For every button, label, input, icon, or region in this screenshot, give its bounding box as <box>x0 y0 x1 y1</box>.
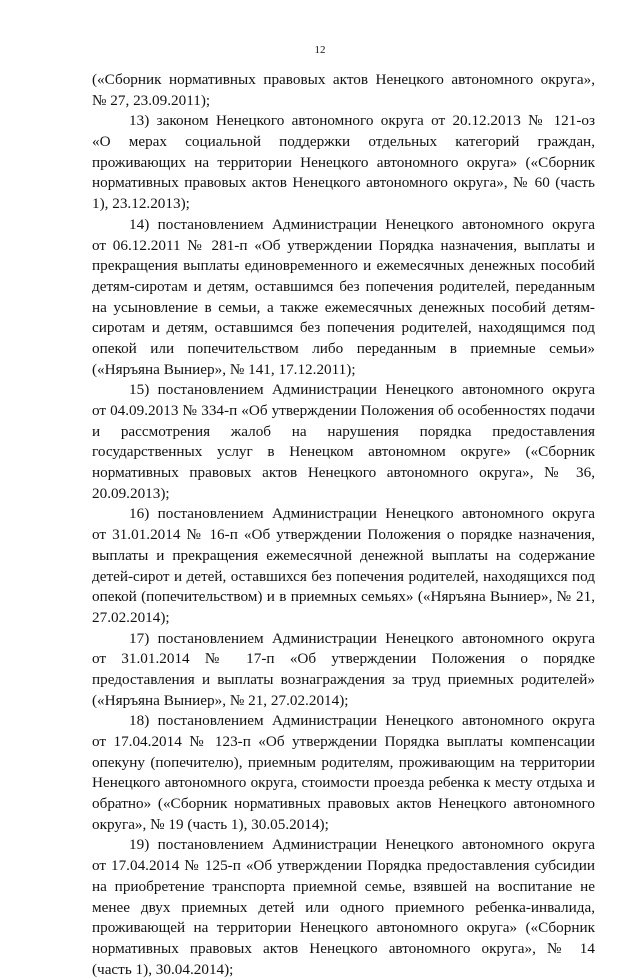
text-line: сиротам и детям, оставшимся без попечения родителей, находящимся под <box>92 319 595 337</box>
paragraph-item-17 <box>92 629 595 712</box>
text-line: («Няръяна Выниер», № 21, 27.02.2014); <box>92 691 349 709</box>
text-line: Ненецкого автономного округа, стоимости проезда ребенка к месту отдыха и <box>92 774 595 792</box>
text-line: детям-сиротам и детям, оставшимся без попечения родителей, переданным <box>92 277 595 295</box>
text-line: от 17.04.2014 № 125-п «Об утверждении Порядка предоставления субсидии <box>92 857 595 875</box>
text-line: от 31.01.2014 № 16-п «Об утверждении Положения о порядке назначения, <box>92 526 595 544</box>
text-line: детей-сирот и детей, оставшихся без попечения родителей, находящихся под <box>92 567 595 585</box>
text-line: нормативных правовых актов Ненецкого автономного округа», № 14 <box>92 939 595 957</box>
text-line: предоставления и выплаты вознаграждения за труд приемных родителей» <box>92 670 595 688</box>
text-line: 19) постановлением Администрации Ненецкого автономного округа <box>129 836 595 854</box>
text-line: 18) постановлением Администрации Ненецкого автономного округа <box>129 712 595 730</box>
text-line: опекой или попечительством либо переданным в приемные семьи» <box>92 339 595 357</box>
text-line: 20.09.2013); <box>92 484 170 502</box>
text-line: округа», № 19 (часть 1), 30.05.2014); <box>92 815 329 833</box>
text-line: от 17.04.2014 № 123-п «Об утверждении Порядка выплаты компенсации <box>92 733 595 750</box>
text-line: менее двух приемных детей или одного приемного ребенка-инвалида, <box>92 898 595 916</box>
text-line: от 04.09.2013 № 334-п «Об утверждении Положения об особенностях подачи <box>92 402 595 419</box>
text-line: на приобретение транспорта приемной семье, взявшей на воспитание не <box>92 877 595 895</box>
page-number: 12 <box>314 44 326 56</box>
text-line: и рассмотрения жалоб на нарушения порядка предоставления <box>92 422 595 440</box>
paragraph-continuation-12 <box>92 70 595 111</box>
text-line: 27.02.2014); <box>92 608 170 626</box>
text-line: 15) постановлением Администрации Ненецкого автономного округа <box>129 381 595 399</box>
text-line: («Сборник нормативных правовых актов Ненецкого автономного округа», <box>92 71 595 88</box>
paragraph-item-16 <box>92 504 595 628</box>
text-line: нормативных правовых актов Ненецкого автономного округа», № 36, <box>92 464 595 482</box>
paragraph-item-19 <box>92 835 595 980</box>
text-line: от 31.01.2014 № 17-п «Об утверждении Положения о порядке <box>92 650 595 668</box>
text-line: («Няръяна Выниер», № 141, 17.12.2011); <box>92 360 356 378</box>
text-line: № 27, 23.09.2011); <box>92 91 211 109</box>
text-line: прекращения выплаты единовременного и ежемесячных денежных пособий <box>92 257 595 275</box>
text-line: нормативных правовых актов Ненецкого автономного округа», № 60 (часть <box>92 174 595 192</box>
text-line: выплаты и прекращения ежемесячной денежной выплаты на содержание <box>92 546 595 564</box>
text-line: опекуну (попечителю), приемным родителям, проживающим на территории <box>92 753 595 771</box>
text-line: 13) законом Ненецкого автономного округа от 20.12.2013 № 121-оз <box>129 112 595 130</box>
text-line: 14) постановлением Администрации Ненецкого автономного округа <box>129 215 595 233</box>
text-line: государственных услуг в Ненецком автономном округе» («Сборник <box>92 443 595 461</box>
text-line: (часть 1), 30.04.2014); <box>92 960 234 978</box>
text-line: на усыновление в семьи, а также ежемесячных денежных пособий детям- <box>92 298 595 316</box>
paragraph-item-18 <box>92 711 595 835</box>
paragraph-item-13 <box>92 111 595 214</box>
paragraph-item-15 <box>92 380 595 504</box>
text-line: 1), 23.12.2013); <box>92 195 190 213</box>
text-line: проживающей на территории Ненецкого автономного округа» («Сборник <box>92 919 595 937</box>
paragraph-item-14 <box>92 215 595 381</box>
text-line: от 06.12.2011 № 281-п «Об утверждении Порядка назначения, выплаты и <box>92 236 595 254</box>
text-line: 17) постановлением Администрации Ненецкого автономного округа <box>129 629 595 647</box>
document-body <box>92 70 595 980</box>
text-line: «О мерах социальной поддержки отдельных категорий граждан, <box>92 133 595 151</box>
text-line: опекой (попечительством) и в приемных семьях» («Няръяна Выниер», № 21, <box>92 588 595 606</box>
text-line: проживающих на территории Ненецкого автономного округа» («Сборник <box>92 153 595 171</box>
text-line: 16) постановлением Администрации Ненецкого автономного округа <box>129 505 595 523</box>
text-line: обратно» («Сборник нормативных правовых актов Ненецкого автономного <box>92 795 595 813</box>
